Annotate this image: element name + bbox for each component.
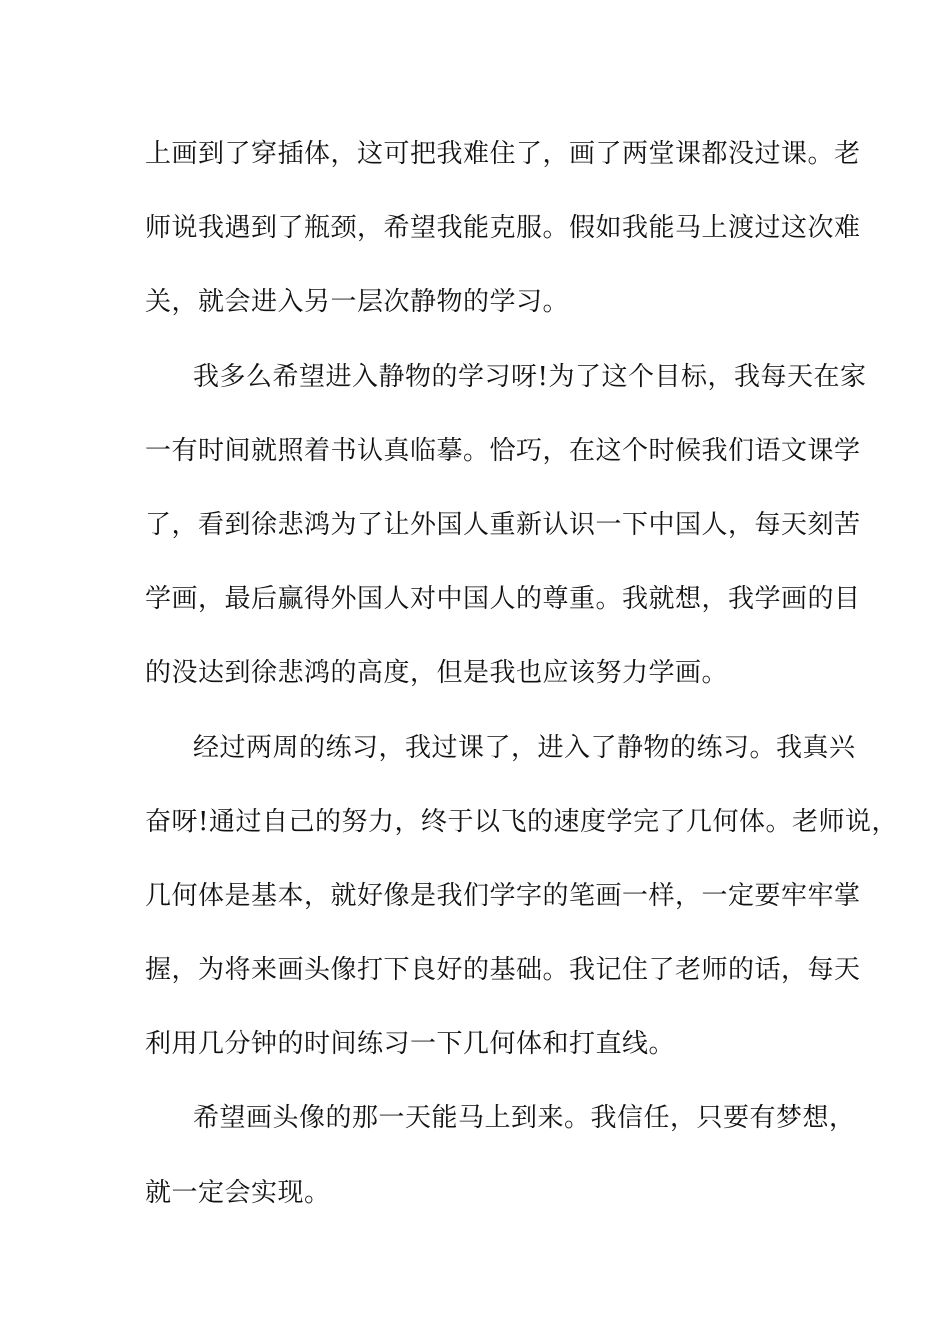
text-line: 师说我遇到了瓶颈，希望我能克服。假如我能马上渡过这次难 <box>145 213 861 244</box>
text-line: 奋呀!通过自己的努力，终于以飞的速度学完了几何体。老师说， <box>145 806 898 837</box>
text-line: 希望画头像的那一天能马上到来。我信任，只要有梦想， <box>193 1103 856 1134</box>
text-line: 关，就会进入另一层次静物的学习。 <box>145 287 570 318</box>
text-line: 几何体是基本，就好像是我们学字的笔画一样，一定要牢牢掌 <box>145 880 861 911</box>
text-line: 上画到了穿插体，这可把我难住了，画了两堂课都没过课。老 <box>145 139 861 169</box>
text-line: 学画，最后赢得外国人对中国人的尊重。我就想，我学画的目 <box>145 584 861 615</box>
text-line: 就一定会实现。 <box>145 1177 331 1208</box>
text-line: 我多么希望进入静物的学习呀!为了这个目标，我每天在家 <box>193 361 867 392</box>
text-line: 的没达到徐悲鸿的高度，但是我也应该努力学画。 <box>145 658 729 689</box>
text-line: 利用几分钟的时间练习一下几何体和打直线。 <box>145 1029 676 1060</box>
text-line: 了，看到徐悲鸿为了让外国人重新认识一下中国人，每天刻苦 <box>145 509 861 540</box>
text-line: 经过两周的练习，我过课了，进入了静物的练习。我真兴 <box>193 732 856 763</box>
text-line: 握，为将来画头像打下良好的基础。我记住了老师的话，每天 <box>145 955 861 986</box>
body-text <box>145 130 898 1243</box>
text-line: 一有时间就照着书认真临摹。恰巧，在这个时候我们语文课学 <box>145 435 861 466</box>
